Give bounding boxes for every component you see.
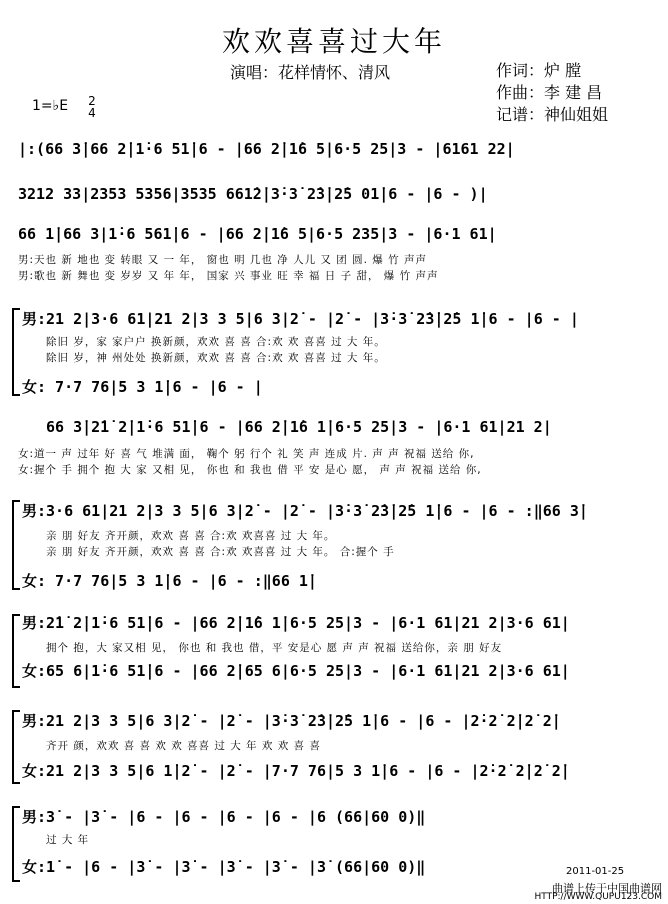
lyrics-row-7a: 拥个 抱，大 家又相 见， 你也 和 我也 借，平 安是心 愿 声 声 祝福 送给你，亲 朋 好友 <box>46 642 503 654</box>
staff-bracket <box>12 806 20 882</box>
notation-row-8: 男:21 2|3 3 5|6 3|2̇ - |2̇ - |3̇·3̇ 2̇3̇|2̇5 1̇|6 - |6 - |2̇·2̇ 2̇|2̇ 2̇| <box>22 712 561 730</box>
lyrics-row-5a: 女:道一 声 过年 好 喜 气 堆满 面， 鞠个 躬 行个 礼 笑 声 连成 片. 声 声 祝福 送给 你, <box>18 448 475 460</box>
notation-row-9: 男:3̇ - |3̇ - |6 - |6 - |6 - |6 - |6 (66|60 0)‖ <box>22 808 426 826</box>
transcriber: 记谱：神仙姐姐 <box>496 105 609 124</box>
score-title: 欢欢喜喜过大年 <box>221 25 446 58</box>
lyrics-row-4b: 除旧 岁，神 州处处 换新颜，欢欢 喜 喜 合:欢 欢 喜喜 过 大 年。 <box>46 352 386 364</box>
lyricist: 作词：炉 膛 <box>496 61 582 80</box>
date-stamp: 2011-01-25 <box>566 866 625 877</box>
lyrics-row-6b: 亲 朋 好友 齐开颜，欢欢 喜 喜 合:欢 欢喜喜 过 大 年。 合:握个 手 <box>46 546 395 558</box>
staff-bracket <box>12 500 20 590</box>
lyrics-row-6a: 亲 朋 好友 齐开颜，欢欢 喜 喜 合:欢 欢喜喜 过 大 年。 <box>46 530 336 542</box>
lyrics-row-3b: 男:歌也 新 舞也 变 岁岁 又 年 年， 国家 兴 事业 旺 幸 福 日 子 甜， 爆 竹 声声 <box>18 270 439 282</box>
lyrics-row-5b: 女:握个 手 拥个 抱 大 家 又相 见， 你也 和 我也 借 平 安 是心 愿， 声 声 祝福 送给 你, <box>18 464 482 476</box>
site-url: HTTP://WWW.QUPU123.COM <box>534 892 662 902</box>
site-watermark: 曲谱上传于中国曲谱网 <box>552 882 662 895</box>
time-signature: 2 4 <box>88 94 96 120</box>
lyrics-row-3a: 男:天也 新 地也 变 转眼 又 一 年， 窗也 明 几也 净 人儿 又 团 圆. 爆 竹 声声 <box>18 254 427 266</box>
notation-row-3: 66 1̇|66 3|1̇·6 561̇|6 - |66 2̇|1̇6 5|6·5 235|3 - |6·1 61| <box>18 225 497 243</box>
female-row-8: 女:21 2|3 3 5|6 1̇|2̇ - |2̇ - |7·7 76|5 3 1̇|6 - |6 - |2̇·2̇ 2̇|2̇ 2̇| <box>22 762 570 780</box>
notation-row-5: 66 3̇|2̇1̇ 2̇|1̇·6 51̇|6 - |66 2̇|1̇6 1̇|6·5 25|3 - |6·1 61|21 2| <box>46 418 552 436</box>
notation-row-7: 男:2̇1̇ 2̇|1̇·6 51̇|6 - |66 2̇|1̇6 1̇|6·5 25|3 - |6·1 61|21 2|3·6 61| <box>22 614 570 632</box>
notation-row-2: 3212 33|2353 5356|3535 661̇2̇|3̇·3̇ 2̇3̇|2̇5 01̇|6 - |6 - )| <box>18 185 488 203</box>
composer: 作曲：李 建 昌 <box>496 83 603 102</box>
staff-bracket <box>12 308 20 396</box>
lyrics-row-9a: 过 大 年 <box>46 834 90 846</box>
notation-row-6: 男:3·6 61|21 2|3 3 5|6 3|2̇ - |2̇ - |3̇·3̇ 2̇3̇|2̇5 1̇|6 - |6 - :‖66 3̇| <box>22 502 588 520</box>
notation-row-1: |:(66 3̇|66 2̇|1̇·6 51̇|6 - |66 2̇|1̇6 5|6·5 25|3 - |6161 22| <box>18 140 515 158</box>
female-row-7: 女:65 6|1̇·6 51̇|6 - |66 2̇|65 6|6·5 25|3 - |6·1 61|21 2|3·6 61| <box>22 662 570 680</box>
female-row-6: 女: 7·7 76|5 3 1̇|6 - |6 - :‖66 1̇| <box>22 572 317 590</box>
lyrics-row-4a: 除旧 岁，家 家户户 换新颜，欢欢 喜 喜 合:欢 欢 喜喜 过 大 年。 <box>46 336 386 348</box>
key-signature: 1=♭E <box>32 98 69 114</box>
lyrics-row-8a: 齐开 颜，欢欢 喜 喜 欢 欢 喜喜 过 大 年 欢 欢 喜 喜 <box>46 740 321 752</box>
staff-bracket <box>12 614 20 688</box>
notation-row-4: 男:21 2|3·6 61|21 2|3 3 5|6 3|2̇ - |2̇ - |3̇·3̇ 2̇3̇|2̇5 1̇|6 - |6 - | <box>22 310 579 328</box>
performers: 演唱：花样情怀、清风 <box>230 63 391 82</box>
female-row-9: 女:1̇ - |6 - |3̇ - |3̇ - |3̇ - |3̇ - |3̇ (66|60 0)‖ <box>22 858 426 876</box>
staff-bracket <box>12 710 20 784</box>
female-row-4: 女: 7·7 76|5 3 1̇|6 - |6 - | <box>22 378 263 396</box>
